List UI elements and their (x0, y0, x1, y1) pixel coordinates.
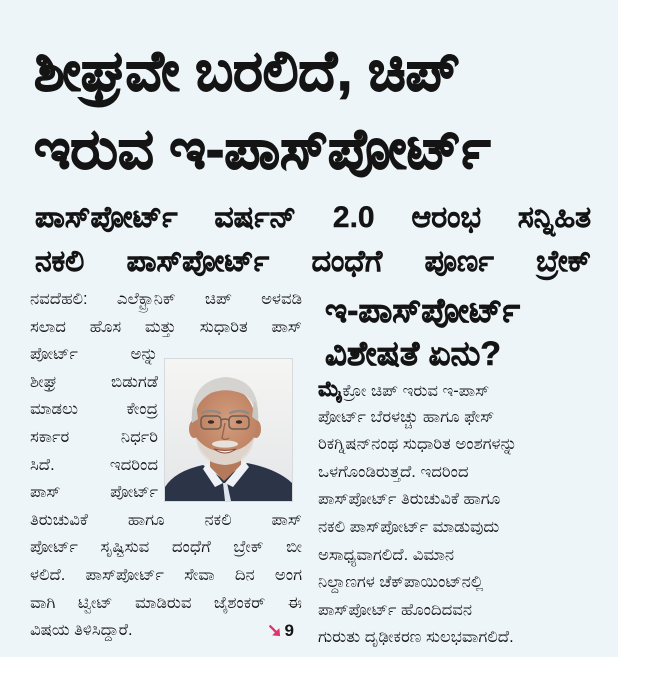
story-line: ಮಾಡಲು ಕೇಂದ್ರ (30, 400, 158, 419)
story-line: ಳಲಿದೆ. ಪಾಸ್‌ಪೋರ್ಟ್ ಸೇವಾ ದಿನ ಅಂಗ (30, 565, 302, 584)
subheadline-line: ಪಾಸ್‌ಪೋರ್ಟ್ ವರ್ಷನ್ 2.0 ಆರಂಭ ಸನ್ನಿಹಿತ (35, 201, 591, 234)
subheadline (35, 196, 591, 284)
portrait-photo (164, 358, 293, 502)
story-line: ವಿಷಯ ತಿಳಿಸಿದ್ದಾರೆ. (30, 621, 133, 640)
sidebar-line: ಪೋರ್ಟ್ ಬೆರಳಚ್ಚು ಹಾಗೂ ಫೇಸ್ (318, 407, 495, 426)
headline-line: ಇರುವ ಇ-ಪಾಸ್‌ಪೋರ್ಟ್ (34, 117, 491, 180)
headline-line: ಶೀಘ್ರವೇ ಬರಲಿದೆ, ಚಿಪ್ (34, 39, 460, 102)
story-line: ಪೋರ್ಟ್ ಅನ್ನು (30, 345, 158, 364)
story-line: ಸಿದೆ. ಇದರಿಂದ (30, 455, 158, 474)
subheadline-line: ನಕಲಿ ಪಾಸ್‌ಪೋರ್ಟ್ ದಂಧೆಗೆ ಪೂರ್ಣ ಬ್ರೇಕ್ (35, 245, 591, 278)
sidebar-line: ಅಸಾಧ್ಯವಾಗಲಿದೆ. ವಿಮಾನ (318, 545, 455, 564)
sidebar-line: ಒಳಗೊಂಡಿರುತ್ತದೆ. ಇದರಿಂದ (318, 462, 469, 481)
story-line: ಶೀಘ್ರ ಬಿಡುಗಡೆ (30, 372, 158, 391)
sidebar-heading (325, 290, 610, 376)
story-line: ಪಾಸ್ ಪೋರ್ಟ್ (30, 483, 158, 502)
sidebar-lead-in: ಮೈ (318, 378, 343, 401)
sidebar-body (318, 376, 606, 652)
sidebar-line: ಕ್ರೋ ಚಿಪ್ ಇರುವ ಇ-ಪಾಸ್ (342, 382, 490, 400)
continued-page-number: 9 (284, 621, 294, 641)
sidebar-line: ಪಾಸ್‌ಪೋರ್ಟ್ ಹೊಂದಿದವನ (318, 600, 472, 619)
sidebar-line: ರಿಕಗ್ನಿಷನ್‌ನಂಥ ಸುಧಾರಿತ ಅಂಶಗಳನ್ನು (318, 435, 518, 454)
sidebar-first-line (318, 376, 606, 404)
continued-on-page (268, 617, 294, 645)
story-line: ಪೋರ್ಟ್ ಸೃಷ್ಟಿಸುವ ದಂಧೆಗೆ ಬ್ರೇಕ್ ಬೀ (30, 538, 302, 557)
sidebar-line: ನಿಲ್ದಾಣಗಳ ಚೆಕ್‌ಪಾಯಿಂಟ್‌ನಲ್ಲಿ (318, 573, 484, 592)
story-line: ನವದೆಹಲಿ: ಎಲೆಕ್ಟ್ರಾನಿಕ್ ಚಿಪ್ ಅಳವಡಿ (30, 290, 302, 308)
sidebar-line: ಪಾಸ್‌ಪೋರ್ಟ್ ತಿರುಚುವಿಕೆ ಹಾಗೂ (318, 490, 501, 509)
sidebar-heading-line: ವಿಶೇಷತೆ ಏನು? (325, 335, 502, 373)
sidebar-line: ನಕಲಿ ಪಾಸ್‌ಪೋರ್ಟ್ ಮಾಡುವುದು (318, 517, 500, 536)
story-line: ತಿರುಚುವಿಕೆ ಹಾಗೂ ನಕಲಿ ಪಾಸ್ (30, 510, 302, 529)
story-line: ವಾಗಿ ಟ್ವೀಟ್ ಮಾಡಿರುವ ಜೈಶಂಕರ್ ಈ (30, 593, 302, 612)
portrait-image (165, 359, 292, 501)
story-last-line (30, 617, 302, 645)
sidebar-line: ಗುರುತು ದೃಢೀಕರಣ ಸುಲಭವಾಗಲಿದೆ. (318, 628, 514, 647)
story-line: ಸರ್ಕಾರ ನಿರ್ಧರಿ (30, 427, 158, 446)
headline (34, 32, 612, 188)
story-line: ಸಲಾದ ಹೊಸ ಮತ್ತು ಸುಧಾರಿತ ಪಾಸ್ (30, 317, 302, 336)
arrow-down-right-icon (268, 624, 281, 637)
sidebar-heading-line: ಇ-ಪಾಸ್‌ಪೋರ್ಟ್ (325, 292, 520, 330)
